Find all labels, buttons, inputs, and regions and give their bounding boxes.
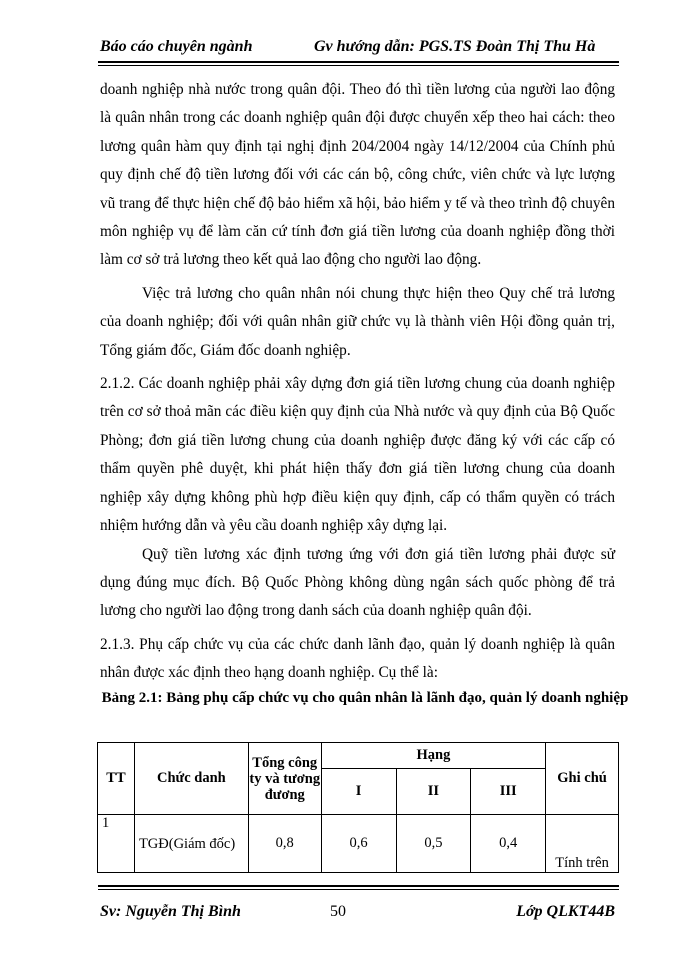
cell-note: Tính trên — [546, 815, 619, 873]
student-name: Sv: Nguyễn Thị Bình — [100, 903, 241, 920]
paragraph: Việc trả lương cho quân nhân nói chung thực hiện theo Quy chế trả lương của doanh nghiệp; đối với quân nhân giữ chức vụ là thành viên Hội đồng quản trị, Tổng giám đốc, Giám đốc doanh nghiệp. — [100, 284, 615, 359]
cell-title: TGĐ(Giám đốc) — [134, 815, 248, 873]
header-rule-thin — [98, 65, 619, 66]
cell-grade-1: 0,6 — [321, 815, 396, 873]
header-grade-2: II — [396, 769, 471, 815]
table-caption: Bảng 2.1: Bảng phụ cấp chức vụ cho quân nhân là lãnh đạo, quản lý doanh nghiệp — [101, 690, 629, 706]
body-text — [100, 76, 615, 688]
class-name: Lớp QLKT44B — [516, 903, 615, 920]
header-grade-3: III — [471, 769, 546, 815]
supervisor: Gv hướng dẫn: PGS.TS Đoàn Thị Thu Hà — [314, 38, 596, 55]
header-grade-1: I — [321, 769, 396, 815]
paragraph: 2.1.2. Các doanh nghiệp phải xây dựng đơn giá tiền lương chung của doanh nghiệp trên cơ sở thoả mãn các điều kiện quy định của Nhà nước và quy định của Bộ Quốc Phòng; đơn giá tiền lương chung của doanh nghiệp được đăng ký với các cấp có thẩm quyền phê duyệt, khi phát hiện thấy đơn giá tiền lương chung của doanh nghiệp xây dựng không phù hợp điều kiện quy định, cấp có thẩm quyền có trách nhiệm hướng dẫn và yêu cầu doanh nghiệp xây dựng lại. — [100, 375, 615, 535]
table-row — [98, 815, 619, 873]
header-corp: Tổng công ty và tương đương — [248, 743, 321, 815]
paragraph: doanh nghiệp nhà nước trong quân đội. Theo đó thì tiền lương của người lao động là quân nhân trong các doanh nghiệp quân đội được chuyển xếp theo hai cách: theo lương quân hàm quy định tại nghị định 204/2004 ngày 14/12/2004 của Chính phủ quy định chế độ tiền lương đối với các cán bộ, công chức, viên chức và lực lượng vũ trang để thực hiện chế độ bảo hiểm xã hội, bảo hiểm y tế và theo trình độ chuyên môn nghiệp vụ để làm căn cứ tính đơn giá tiền lương của doanh nghiệp đồng thời làm cơ sở trả lương theo kết quả lao động cho người lao động. — [100, 81, 615, 269]
header-title: Chức danh — [134, 743, 248, 815]
paragraph: Quỹ tiền lương xác định tương ứng với đơn giá tiền lương phải được sử dụng đúng mục đích. Bộ Quốc Phòng không dùng ngân sách quốc phòng để trả lương cho người lao động trong danh sách của doanh nghiệp quân đội. — [100, 545, 615, 620]
header-note: Ghi chú — [546, 743, 619, 815]
cell-grade-2: 0,5 — [396, 815, 471, 873]
header-tt: TT — [98, 743, 135, 815]
page-number: 50 — [330, 903, 346, 920]
allowance-table — [97, 742, 619, 873]
report-title: Báo cáo chuyên ngành — [100, 38, 253, 55]
footer-rule-thick — [98, 885, 619, 887]
cell-corp: 0,8 — [248, 815, 321, 873]
header-rule-thick — [98, 61, 619, 63]
cell-tt: 1 — [98, 815, 135, 873]
cell-grade-3: 0,4 — [471, 815, 546, 873]
footer-rule-thin — [98, 889, 619, 890]
paragraph: 2.1.3. Phụ cấp chức vụ của các chức danh lãnh đạo, quản lý doanh nghiệp là quân nhân được xác định theo hạng doanh nghiệp. Cụ thể là: — [100, 635, 615, 682]
header-grade: Hạng — [321, 743, 545, 769]
